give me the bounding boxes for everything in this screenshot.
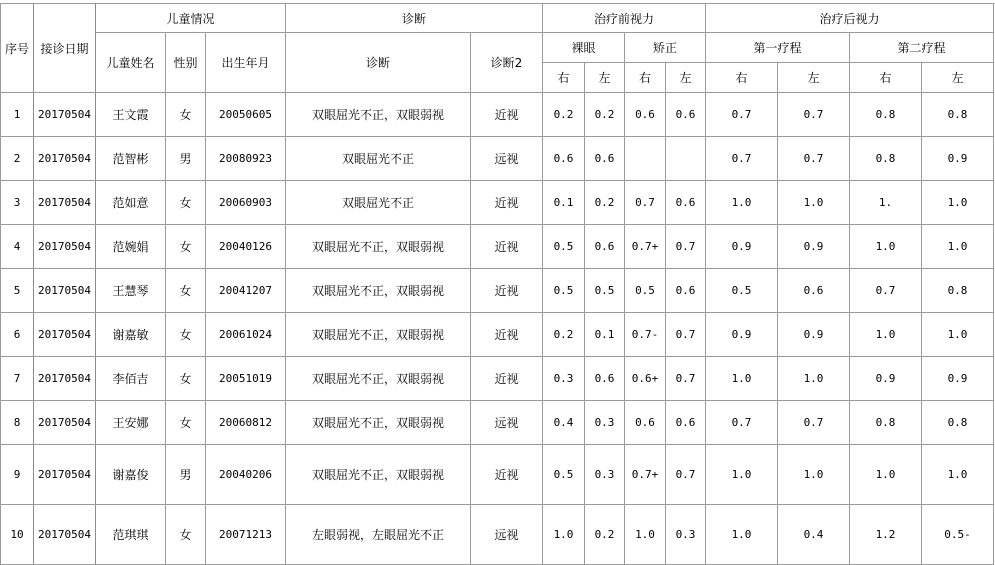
cell-corrected-left[interactable]: 0.3 <box>666 505 706 565</box>
cell-naked-right[interactable]: 0.2 <box>543 93 585 137</box>
cell-course2-right[interactable]: 0.8 <box>850 401 922 445</box>
cell-naked-left[interactable]: 0.6 <box>585 225 625 269</box>
header-before-group[interactable]: 治疗前视力 <box>543 4 706 33</box>
cell-seq[interactable]: 7 <box>1 357 34 401</box>
table-row <box>1 401 994 445</box>
cell-course1-right[interactable]: 0.5 <box>706 269 778 313</box>
cell-gender[interactable]: 女 <box>166 181 206 225</box>
cell-course2-right[interactable]: 1.0 <box>850 313 922 357</box>
cell-course2-left[interactable]: 0.8 <box>922 269 994 313</box>
cell-visit-date[interactable]: 20170504 <box>34 225 96 269</box>
header-seq[interactable]: 序号 <box>1 4 34 93</box>
cell-course1-left[interactable]: 0.7 <box>778 401 850 445</box>
cell-course1-right[interactable]: 0.9 <box>706 225 778 269</box>
cell-course2-left[interactable]: 0.9 <box>922 357 994 401</box>
cell-visit-date[interactable]: 20170504 <box>34 137 96 181</box>
cell-corrected-right[interactable]: 0.7- <box>625 313 666 357</box>
header-birth[interactable]: 出生年月 <box>206 33 286 93</box>
cell-course1-right[interactable]: 1.0 <box>706 181 778 225</box>
cell-gender[interactable]: 男 <box>166 445 206 505</box>
header-course1[interactable]: 第一疗程 <box>706 33 850 63</box>
table-row <box>1 313 994 357</box>
data-rows <box>1 93 994 565</box>
cell-corrected-left[interactable]: 0.7 <box>666 445 706 505</box>
cell-seq[interactable]: 6 <box>1 313 34 357</box>
cell-naked-right[interactable]: 0.4 <box>543 401 585 445</box>
cell-diagnosis2[interactable]: 近视 <box>471 313 543 357</box>
cell-gender[interactable]: 女 <box>166 225 206 269</box>
cell-diagnosis[interactable]: 双眼屈光不正，双眼弱视 <box>286 225 471 269</box>
cell-course2-left[interactable]: 0.9 <box>922 137 994 181</box>
cell-course1-left[interactable]: 0.6 <box>778 269 850 313</box>
header-naked[interactable]: 裸眼 <box>543 33 625 63</box>
cell-course2-right[interactable]: 1.0 <box>850 225 922 269</box>
cell-corrected-right[interactable]: 0.6 <box>625 401 666 445</box>
cell-corrected-right[interactable]: 0.6+ <box>625 357 666 401</box>
header-corrected[interactable]: 矫正 <box>625 33 706 63</box>
cell-birth[interactable]: 20060812 <box>206 401 286 445</box>
header-row-2 <box>1 33 994 63</box>
cell-diagnosis[interactable]: 双眼屈光不正，双眼弱视 <box>286 269 471 313</box>
cell-course1-left[interactable]: 0.7 <box>778 93 850 137</box>
cell-course2-left[interactable]: 1.0 <box>922 181 994 225</box>
cell-seq[interactable]: 8 <box>1 401 34 445</box>
cell-name[interactable]: 王慧琴 <box>96 269 166 313</box>
cell-gender[interactable]: 男 <box>166 137 206 181</box>
cell-corrected-right[interactable]: 0.5 <box>625 269 666 313</box>
header-row-1 <box>1 4 994 33</box>
table-row <box>1 357 994 401</box>
cell-course2-left[interactable]: 1.0 <box>922 313 994 357</box>
cell-name[interactable]: 范如意 <box>96 181 166 225</box>
cell-birth[interactable]: 20061024 <box>206 313 286 357</box>
cell-course2-left[interactable]: 0.8 <box>922 401 994 445</box>
cell-name[interactable]: 李佰吉 <box>96 357 166 401</box>
cell-corrected-left[interactable] <box>666 137 706 181</box>
cell-corrected-right[interactable]: 0.6 <box>625 93 666 137</box>
cell-diagnosis[interactable]: 双眼屈光不正 <box>286 181 471 225</box>
header-course1-right[interactable]: 右 <box>706 63 778 93</box>
header-naked-right[interactable]: 右 <box>543 63 585 93</box>
cell-visit-date[interactable]: 20170504 <box>34 313 96 357</box>
header-corrected-left[interactable]: 左 <box>666 63 706 93</box>
cell-name[interactable]: 范琪琪 <box>96 505 166 565</box>
cell-course1-left[interactable]: 0.9 <box>778 313 850 357</box>
cell-naked-right[interactable]: 1.0 <box>543 505 585 565</box>
table-row <box>1 445 994 505</box>
cell-course1-left[interactable]: 1.0 <box>778 181 850 225</box>
cell-birth[interactable]: 20040126 <box>206 225 286 269</box>
cell-visit-date[interactable]: 20170504 <box>34 505 96 565</box>
cell-course1-left[interactable]: 0.4 <box>778 505 850 565</box>
cell-course1-left[interactable]: 1.0 <box>778 357 850 401</box>
cell-name[interactable]: 谢嘉俊 <box>96 445 166 505</box>
header-diagnosis2[interactable]: 诊断2 <box>471 33 543 93</box>
cell-seq[interactable]: 5 <box>1 269 34 313</box>
vision-table <box>0 3 994 565</box>
header-diagnosis-group[interactable]: 诊断 <box>286 4 543 33</box>
header-corrected-right[interactable]: 右 <box>625 63 666 93</box>
header-gender[interactable]: 性别 <box>166 33 206 93</box>
cell-corrected-right[interactable]: 0.7+ <box>625 225 666 269</box>
cell-course2-left[interactable]: 1.0 <box>922 445 994 505</box>
cell-visit-date[interactable]: 20170504 <box>34 401 96 445</box>
cell-naked-left[interactable]: 0.6 <box>585 357 625 401</box>
cell-naked-left[interactable]: 0.2 <box>585 505 625 565</box>
cell-gender[interactable]: 女 <box>166 357 206 401</box>
cell-naked-right[interactable]: 0.6 <box>543 137 585 181</box>
header-diagnosis[interactable]: 诊断 <box>286 33 471 93</box>
cell-course1-right[interactable]: 0.7 <box>706 137 778 181</box>
cell-naked-right[interactable]: 0.2 <box>543 313 585 357</box>
cell-naked-right[interactable]: 0.5 <box>543 269 585 313</box>
header-course2-right[interactable]: 右 <box>850 63 922 93</box>
cell-birth[interactable]: 20060903 <box>206 181 286 225</box>
table-row <box>1 225 994 269</box>
cell-diagnosis2[interactable]: 远视 <box>471 401 543 445</box>
cell-gender[interactable]: 女 <box>166 269 206 313</box>
cell-name[interactable]: 范婉娟 <box>96 225 166 269</box>
cell-birth[interactable]: 20051019 <box>206 357 286 401</box>
cell-seq[interactable]: 4 <box>1 225 34 269</box>
cell-visit-date[interactable]: 20170504 <box>34 181 96 225</box>
cell-diagnosis2[interactable]: 近视 <box>471 225 543 269</box>
cell-course1-right[interactable]: 1.0 <box>706 505 778 565</box>
table-row <box>1 93 994 137</box>
cell-course2-right[interactable]: 0.9 <box>850 357 922 401</box>
cell-corrected-left[interactable]: 0.7 <box>666 313 706 357</box>
cell-diagnosis2[interactable]: 近视 <box>471 269 543 313</box>
cell-course2-left[interactable]: 0.5- <box>922 505 994 565</box>
cell-gender[interactable]: 女 <box>166 505 206 565</box>
cell-corrected-left[interactable]: 0.7 <box>666 225 706 269</box>
cell-diagnosis[interactable]: 双眼屈光不正，双眼弱视 <box>286 401 471 445</box>
cell-diagnosis2[interactable]: 近视 <box>471 445 543 505</box>
cell-naked-left[interactable]: 0.5 <box>585 269 625 313</box>
cell-corrected-left[interactable]: 0.6 <box>666 269 706 313</box>
cell-gender[interactable]: 女 <box>166 401 206 445</box>
cell-birth[interactable]: 20040206 <box>206 445 286 505</box>
cell-seq[interactable]: 10 <box>1 505 34 565</box>
cell-visit-date[interactable]: 20170504 <box>34 93 96 137</box>
cell-course2-left[interactable]: 1.0 <box>922 225 994 269</box>
cell-birth[interactable]: 20050605 <box>206 93 286 137</box>
cell-gender[interactable]: 女 <box>166 93 206 137</box>
cell-diagnosis[interactable]: 双眼屈光不正 <box>286 137 471 181</box>
cell-corrected-left[interactable]: 0.6 <box>666 93 706 137</box>
cell-course1-left[interactable]: 1.0 <box>778 445 850 505</box>
cell-course1-right[interactable]: 1.0 <box>706 357 778 401</box>
cell-naked-left[interactable]: 0.3 <box>585 401 625 445</box>
cell-gender[interactable]: 女 <box>166 313 206 357</box>
cell-course1-right[interactable]: 0.7 <box>706 401 778 445</box>
cell-diagnosis2[interactable]: 近视 <box>471 181 543 225</box>
cell-name[interactable]: 范智彬 <box>96 137 166 181</box>
cell-diagnosis2[interactable]: 远视 <box>471 137 543 181</box>
header-course2[interactable]: 第二疗程 <box>850 33 994 63</box>
cell-diagnosis2[interactable]: 近视 <box>471 357 543 401</box>
header-child-group[interactable]: 儿童情况 <box>96 4 286 33</box>
cell-name[interactable]: 王文霞 <box>96 93 166 137</box>
cell-diagnosis[interactable]: 双眼屈光不正，双眼弱视 <box>286 313 471 357</box>
cell-corrected-right[interactable] <box>625 137 666 181</box>
header-name[interactable]: 儿童姓名 <box>96 33 166 93</box>
cell-naked-right[interactable]: 0.3 <box>543 357 585 401</box>
cell-name[interactable]: 谢嘉敏 <box>96 313 166 357</box>
cell-corrected-right[interactable]: 1.0 <box>625 505 666 565</box>
cell-naked-right[interactable]: 0.5 <box>543 225 585 269</box>
cell-naked-left[interactable]: 0.2 <box>585 93 625 137</box>
cell-birth[interactable]: 20071213 <box>206 505 286 565</box>
cell-seq[interactable]: 2 <box>1 137 34 181</box>
table-row <box>1 505 994 565</box>
cell-name[interactable]: 王安娜 <box>96 401 166 445</box>
cell-corrected-left[interactable]: 0.7 <box>666 357 706 401</box>
cell-course1-right[interactable]: 0.9 <box>706 313 778 357</box>
cell-naked-left[interactable]: 0.1 <box>585 313 625 357</box>
cell-course2-right[interactable]: 1.2 <box>850 505 922 565</box>
cell-course2-right[interactable]: 0.8 <box>850 93 922 137</box>
header-course1-left[interactable]: 左 <box>778 63 850 93</box>
cell-corrected-left[interactable]: 0.6 <box>666 181 706 225</box>
header-course2-left[interactable]: 左 <box>922 63 994 93</box>
table-row <box>1 181 994 225</box>
cell-diagnosis2[interactable]: 近视 <box>471 93 543 137</box>
header-naked-left[interactable]: 左 <box>585 63 625 93</box>
cell-diagnosis[interactable]: 双眼屈光不正，双眼弱视 <box>286 93 471 137</box>
cell-naked-right[interactable]: 0.1 <box>543 181 585 225</box>
cell-diagnosis2[interactable]: 远视 <box>471 505 543 565</box>
cell-naked-right[interactable]: 0.5 <box>543 445 585 505</box>
cell-course1-left[interactable]: 0.7 <box>778 137 850 181</box>
header-after-group[interactable]: 治疗后视力 <box>706 4 994 33</box>
cell-seq[interactable]: 9 <box>1 445 34 505</box>
cell-diagnosis[interactable]: 双眼屈光不正，双眼弱视 <box>286 357 471 401</box>
cell-course2-right[interactable]: 0.8 <box>850 137 922 181</box>
cell-birth[interactable]: 20080923 <box>206 137 286 181</box>
cell-seq[interactable]: 3 <box>1 181 34 225</box>
cell-corrected-right[interactable]: 0.7 <box>625 181 666 225</box>
cell-birth[interactable]: 20041207 <box>206 269 286 313</box>
table-row <box>1 269 994 313</box>
cell-course2-right[interactable]: 0.7 <box>850 269 922 313</box>
cell-visit-date[interactable]: 20170504 <box>34 445 96 505</box>
cell-seq[interactable]: 1 <box>1 93 34 137</box>
cell-course1-left[interactable]: 0.9 <box>778 225 850 269</box>
cell-visit-date[interactable]: 20170504 <box>34 357 96 401</box>
cell-naked-left[interactable]: 0.3 <box>585 445 625 505</box>
cell-corrected-left[interactable]: 0.6 <box>666 401 706 445</box>
cell-visit-date[interactable]: 20170504 <box>34 269 96 313</box>
cell-course2-right[interactable]: 1. <box>850 181 922 225</box>
cell-diagnosis[interactable]: 左眼弱视，左眼屈光不正 <box>286 505 471 565</box>
cell-course2-right[interactable]: 1.0 <box>850 445 922 505</box>
header-visit-date[interactable]: 接诊日期 <box>34 4 96 93</box>
cell-course1-right[interactable]: 1.0 <box>706 445 778 505</box>
cell-naked-left[interactable]: 0.6 <box>585 137 625 181</box>
cell-course1-right[interactable]: 0.7 <box>706 93 778 137</box>
table-row <box>1 137 994 181</box>
cell-corrected-right[interactable]: 0.7+ <box>625 445 666 505</box>
cell-course2-left[interactable]: 0.8 <box>922 93 994 137</box>
cell-diagnosis[interactable]: 双眼屈光不正，双眼弱视 <box>286 445 471 505</box>
cell-naked-left[interactable]: 0.2 <box>585 181 625 225</box>
